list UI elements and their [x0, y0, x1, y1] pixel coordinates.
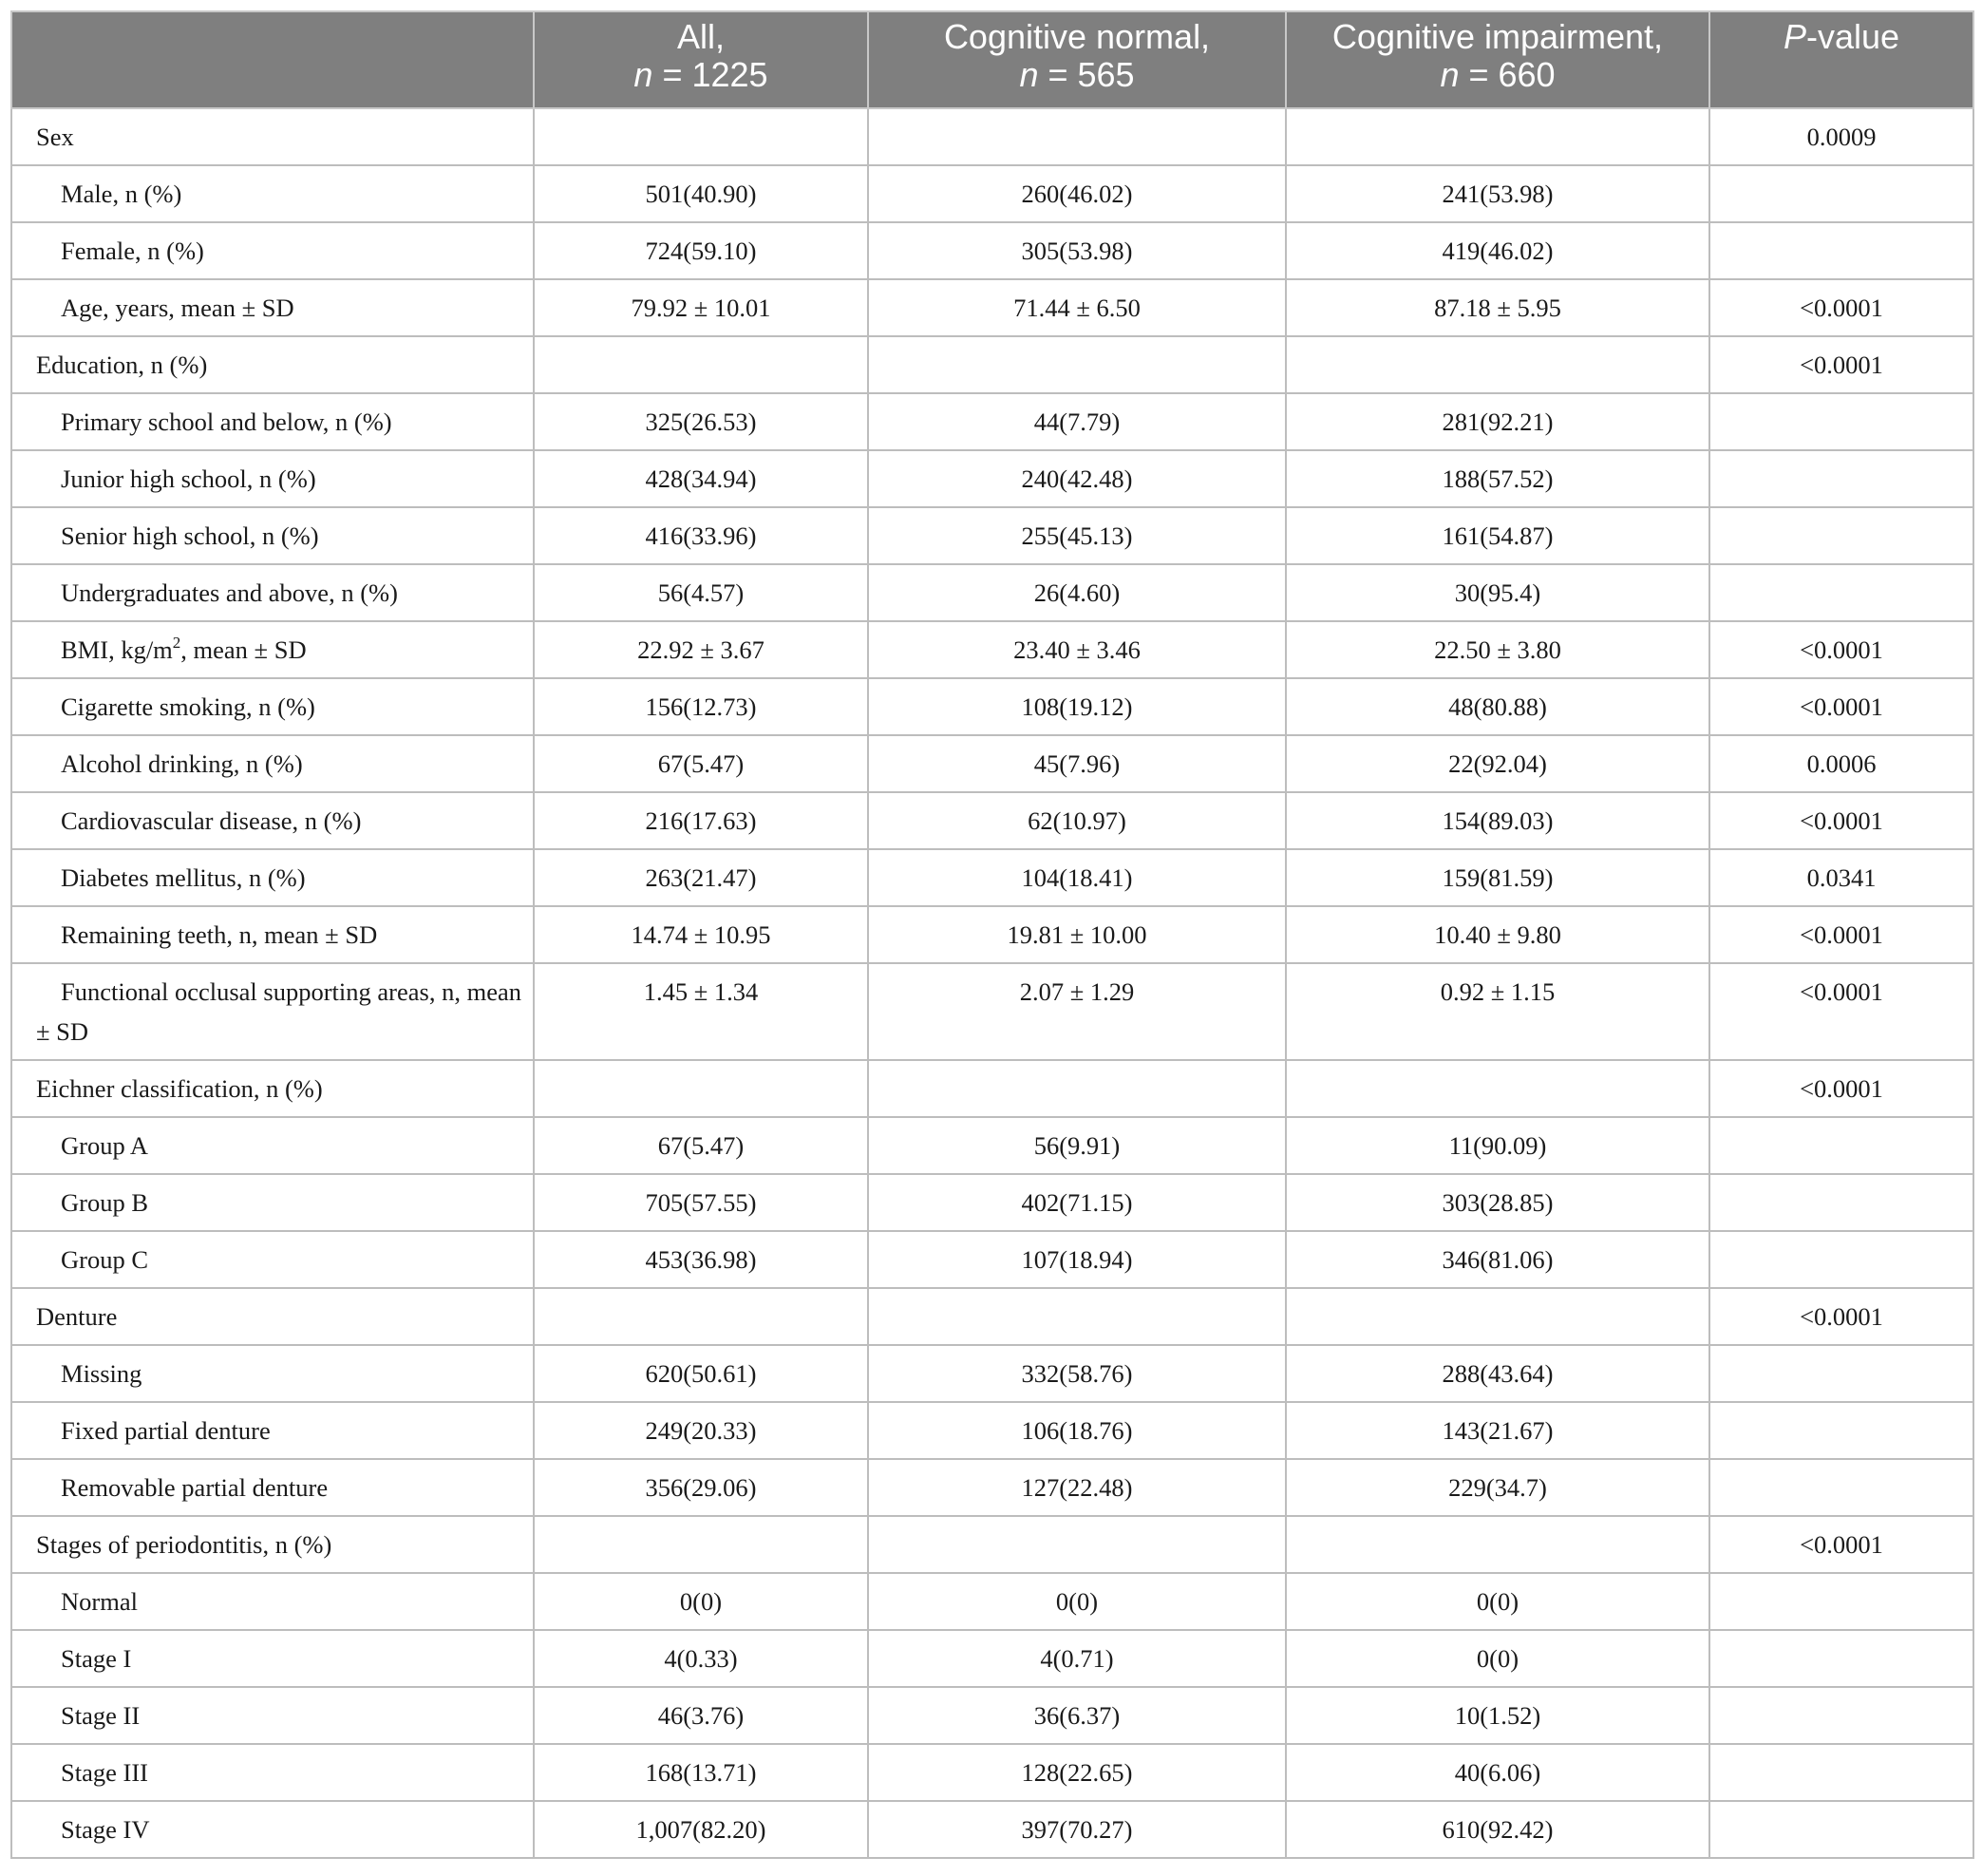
cell-impairment: [1286, 336, 1709, 393]
cell-normal: 45(7.96): [868, 735, 1286, 792]
table-row: [11, 1687, 1973, 1744]
bmi-label-post: , mean ± SD: [180, 635, 307, 664]
row-label: Sex: [11, 108, 534, 165]
cell-normal: [868, 336, 1286, 393]
header-all-value: = 1225: [652, 55, 768, 94]
cell-all: 356(29.06): [534, 1459, 868, 1516]
cell-p-value: [1709, 1744, 1973, 1801]
row-label: Eichner classification, n (%): [11, 1060, 534, 1117]
occlusal-label-line1: Functional occlusal supporting areas, n,: [61, 977, 461, 1006]
header-p-value: [1709, 11, 1973, 108]
header-p-italic: P: [1783, 17, 1806, 56]
cell-p-value: [1709, 393, 1973, 450]
table-row: [11, 1573, 1973, 1630]
cell-p-value: [1709, 222, 1973, 279]
cell-all: 501(40.90): [534, 165, 868, 222]
cell-impairment: 0(0): [1286, 1630, 1709, 1687]
cell-p-value: [1709, 450, 1973, 507]
cell-all: [534, 1288, 868, 1345]
cell-normal: 19.81 ± 10.00: [868, 906, 1286, 963]
cell-impairment: 0.92 ± 1.15: [1286, 963, 1709, 1060]
cell-normal: 56(9.91): [868, 1117, 1286, 1174]
cell-impairment: 419(46.02): [1286, 222, 1709, 279]
cell-all: 249(20.33): [534, 1402, 868, 1459]
cell-normal: 240(42.48): [868, 450, 1286, 507]
cell-all: 79.92 ± 10.01: [534, 279, 868, 336]
cell-all: [534, 336, 868, 393]
row-label: Education, n (%): [11, 336, 534, 393]
cell-normal: 128(22.65): [868, 1744, 1286, 1801]
cell-p-value: 0.0341: [1709, 849, 1973, 906]
row-label: Undergraduates and above, n (%): [11, 564, 534, 621]
cell-impairment: 11(90.09): [1286, 1117, 1709, 1174]
cell-all: 22.92 ± 3.67: [534, 621, 868, 678]
cell-all: [534, 108, 868, 165]
cell-impairment: 281(92.21): [1286, 393, 1709, 450]
cell-all: [534, 1516, 868, 1573]
characteristics-table: [10, 10, 1974, 1859]
row-label: Remaining teeth, n, mean ± SD: [11, 906, 534, 963]
cell-all: 67(5.47): [534, 735, 868, 792]
cell-impairment: 10.40 ± 9.80: [1286, 906, 1709, 963]
cell-normal: 106(18.76): [868, 1402, 1286, 1459]
cell-all: 216(17.63): [534, 792, 868, 849]
cell-p-value: <0.0001: [1709, 906, 1973, 963]
table-row: [11, 1744, 1973, 1801]
cell-normal: 23.40 ± 3.46: [868, 621, 1286, 678]
cell-p-value: <0.0001: [1709, 279, 1973, 336]
cell-impairment: 48(80.88): [1286, 678, 1709, 735]
table-row: [11, 1801, 1973, 1858]
header-impair-n: n: [1440, 55, 1460, 94]
row-label: Removable partial denture: [11, 1459, 534, 1516]
cell-normal: 0(0): [868, 1573, 1286, 1630]
row-label: Group B: [11, 1174, 534, 1231]
cell-p-value: [1709, 1573, 1973, 1630]
table-body: [11, 108, 1973, 1858]
table-row: [11, 963, 1973, 1060]
header-cognitive-normal: [868, 11, 1286, 108]
cell-p-value: [1709, 1630, 1973, 1687]
cell-normal: 107(18.94): [868, 1231, 1286, 1288]
cell-p-value: [1709, 1174, 1973, 1231]
cell-normal: [868, 1516, 1286, 1573]
row-label: Primary school and below, n (%): [11, 393, 534, 450]
table-row: [11, 564, 1973, 621]
cell-all: 325(26.53): [534, 393, 868, 450]
row-label: Alcohol drinking, n (%): [11, 735, 534, 792]
row-label: Fixed partial denture: [11, 1402, 534, 1459]
cell-impairment: [1286, 1516, 1709, 1573]
cell-all: 56(4.57): [534, 564, 868, 621]
cell-impairment: 87.18 ± 5.95: [1286, 279, 1709, 336]
cell-impairment: 288(43.64): [1286, 1345, 1709, 1402]
cell-all: 620(50.61): [534, 1345, 868, 1402]
header-normal-value: = 565: [1038, 55, 1135, 94]
table-row: [11, 222, 1973, 279]
cell-impairment: 0(0): [1286, 1573, 1709, 1630]
cell-p-value: <0.0001: [1709, 1288, 1973, 1345]
cell-all: [534, 1060, 868, 1117]
cell-normal: 402(71.15): [868, 1174, 1286, 1231]
table-row: [11, 393, 1973, 450]
cell-normal: 305(53.98): [868, 222, 1286, 279]
cell-p-value: <0.0001: [1709, 792, 1973, 849]
row-label: Cigarette smoking, n (%): [11, 678, 534, 735]
cell-impairment: 30(95.4): [1286, 564, 1709, 621]
cell-p-value: <0.0001: [1709, 1516, 1973, 1573]
cell-impairment: [1286, 1288, 1709, 1345]
cell-p-value: 0.0009: [1709, 108, 1973, 165]
cell-p-value: 0.0006: [1709, 735, 1973, 792]
cell-p-value: <0.0001: [1709, 678, 1973, 735]
header-all-line1: All,: [676, 17, 725, 56]
cell-impairment: 40(6.06): [1286, 1744, 1709, 1801]
table-row: [11, 1288, 1973, 1345]
table-row: [11, 1231, 1973, 1288]
cell-p-value: [1709, 1231, 1973, 1288]
cell-all: 168(13.71): [534, 1744, 868, 1801]
table-row: [11, 1174, 1973, 1231]
cell-p-value: [1709, 1801, 1973, 1858]
row-label: Denture: [11, 1288, 534, 1345]
header-normal-n: n: [1019, 55, 1039, 94]
cell-p-value: [1709, 564, 1973, 621]
cell-impairment: 143(21.67): [1286, 1402, 1709, 1459]
table-header: [11, 11, 1973, 108]
header-p-rest: -value: [1805, 17, 1900, 56]
row-label: Senior high school, n (%): [11, 507, 534, 564]
header-cognitive-impairment: [1286, 11, 1709, 108]
row-label: Age, years, mean ± SD: [11, 279, 534, 336]
cell-normal: 4(0.71): [868, 1630, 1286, 1687]
cell-normal: 2.07 ± 1.29: [868, 963, 1286, 1060]
cell-normal: 26(4.60): [868, 564, 1286, 621]
row-label: Stage II: [11, 1687, 534, 1744]
row-label: Stages of periodontitis, n (%): [11, 1516, 534, 1573]
table-row: [11, 1459, 1973, 1516]
table-row: [11, 336, 1973, 393]
table-row: [11, 621, 1973, 678]
cell-all: 4(0.33): [534, 1630, 868, 1687]
header-normal-line1: Cognitive normal,: [943, 17, 1211, 56]
cell-p-value: <0.0001: [1709, 336, 1973, 393]
cell-impairment: 188(57.52): [1286, 450, 1709, 507]
row-label: Stage III: [11, 1744, 534, 1801]
cell-all: 14.74 ± 10.95: [534, 906, 868, 963]
row-label: Group C: [11, 1231, 534, 1288]
cell-p-value: <0.0001: [1709, 963, 1973, 1060]
cell-impairment: 154(89.03): [1286, 792, 1709, 849]
cell-normal: 36(6.37): [868, 1687, 1286, 1744]
table-row: [11, 1117, 1973, 1174]
cell-impairment: 610(92.42): [1286, 1801, 1709, 1858]
row-label: Group A: [11, 1117, 534, 1174]
cell-p-value: [1709, 165, 1973, 222]
cell-p-value: [1709, 1459, 1973, 1516]
row-label: Missing: [11, 1345, 534, 1402]
cell-normal: [868, 108, 1286, 165]
header-all-n: n: [633, 55, 653, 94]
cell-p-value: [1709, 1687, 1973, 1744]
cell-normal: 44(7.79): [868, 393, 1286, 450]
row-label: Normal: [11, 1573, 534, 1630]
cell-p-value: <0.0001: [1709, 1060, 1973, 1117]
cell-impairment: [1286, 108, 1709, 165]
cell-normal: [868, 1288, 1286, 1345]
header-impair-value: = 660: [1459, 55, 1556, 94]
cell-all: 453(36.98): [534, 1231, 868, 1288]
cell-impairment: 346(81.06): [1286, 1231, 1709, 1288]
cell-all: 724(59.10): [534, 222, 868, 279]
table-row: [11, 1630, 1973, 1687]
cell-impairment: 241(53.98): [1286, 165, 1709, 222]
cell-normal: 255(45.13): [868, 507, 1286, 564]
occlusal-label-line2: mean ± SD: [36, 977, 521, 1046]
cell-all: 705(57.55): [534, 1174, 868, 1231]
cell-normal: [868, 1060, 1286, 1117]
cell-normal: 104(18.41): [868, 849, 1286, 906]
cell-impairment: 22.50 ± 3.80: [1286, 621, 1709, 678]
cell-normal: 108(19.12): [868, 678, 1286, 735]
table-row: [11, 108, 1973, 165]
cell-p-value: <0.0001: [1709, 621, 1973, 678]
cell-normal: 397(70.27): [868, 1801, 1286, 1858]
cell-impairment: 229(34.7): [1286, 1459, 1709, 1516]
cell-p-value: [1709, 1117, 1973, 1174]
cell-impairment: 303(28.85): [1286, 1174, 1709, 1231]
cell-impairment: 22(92.04): [1286, 735, 1709, 792]
cell-all: 156(12.73): [534, 678, 868, 735]
table-row: [11, 165, 1973, 222]
table-row: [11, 1516, 1973, 1573]
cell-all: 428(34.94): [534, 450, 868, 507]
cell-impairment: [1286, 1060, 1709, 1117]
row-label: Male, n (%): [11, 165, 534, 222]
characteristics-table-container: [10, 10, 1973, 1859]
cell-impairment: 10(1.52): [1286, 1687, 1709, 1744]
cell-p-value: [1709, 1402, 1973, 1459]
cell-all: 263(21.47): [534, 849, 868, 906]
table-row: [11, 906, 1973, 963]
row-label: Female, n (%): [11, 222, 534, 279]
cell-all: 416(33.96): [534, 507, 868, 564]
cell-normal: 127(22.48): [868, 1459, 1286, 1516]
header-all: [534, 11, 868, 108]
cell-all: 67(5.47): [534, 1117, 868, 1174]
row-label: [11, 963, 534, 1060]
cell-all: 1,007(82.20): [534, 1801, 868, 1858]
table-row: [11, 1402, 1973, 1459]
cell-all: 46(3.76): [534, 1687, 868, 1744]
cell-normal: 62(10.97): [868, 792, 1286, 849]
table-row: [11, 849, 1973, 906]
table-row: [11, 678, 1973, 735]
cell-normal: 71.44 ± 6.50: [868, 279, 1286, 336]
cell-p-value: [1709, 507, 1973, 564]
cell-impairment: 159(81.59): [1286, 849, 1709, 906]
table-row: [11, 279, 1973, 336]
table-row: [11, 1060, 1973, 1117]
cell-impairment: 161(54.87): [1286, 507, 1709, 564]
row-label: Stage IV: [11, 1801, 534, 1858]
row-label: [11, 621, 534, 678]
row-label: Cardiovascular disease, n (%): [11, 792, 534, 849]
header-impair-line1: Cognitive impairment,: [1331, 17, 1664, 56]
row-label: Stage I: [11, 1630, 534, 1687]
cell-all: 1.45 ± 1.34: [534, 963, 868, 1060]
row-label: Junior high school, n (%): [11, 450, 534, 507]
table-row: [11, 507, 1973, 564]
table-row: [11, 735, 1973, 792]
table-row: [11, 450, 1973, 507]
cell-all: 0(0): [534, 1573, 868, 1630]
bmi-label-pre: BMI, kg/m: [61, 635, 173, 664]
header-row: [11, 11, 1973, 108]
header-label: [11, 11, 534, 108]
cell-normal: 260(46.02): [868, 165, 1286, 222]
row-label: Diabetes mellitus, n (%): [11, 849, 534, 906]
table-row: [11, 1345, 1973, 1402]
cell-normal: 332(58.76): [868, 1345, 1286, 1402]
bmi-label-superscript: 2: [172, 634, 181, 652]
cell-p-value: [1709, 1345, 1973, 1402]
table-row: [11, 792, 1973, 849]
